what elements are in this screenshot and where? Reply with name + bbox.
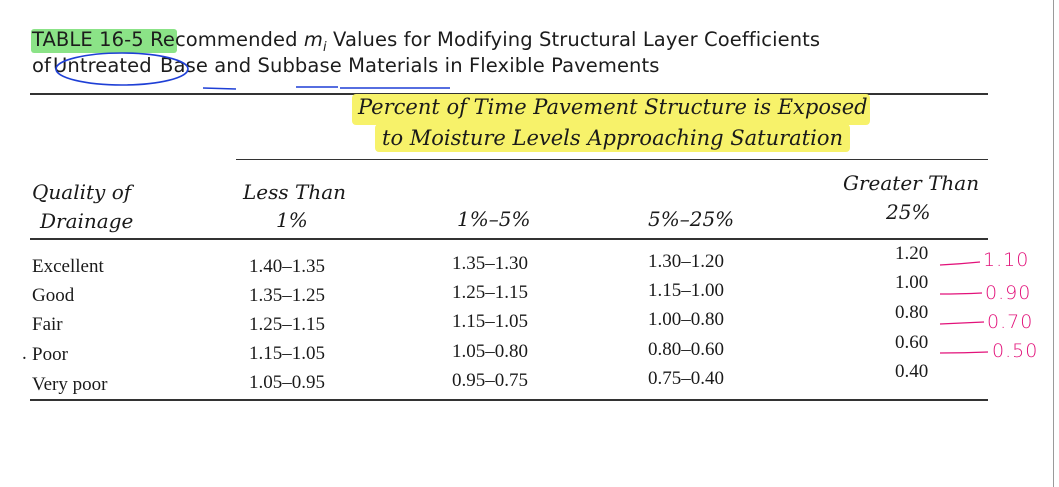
leader-line-3 — [940, 322, 984, 324]
cell-greater-25: 0.40 — [895, 361, 929, 382]
title-rest-text: Base and Subbase Materials in Flexible Pavements — [160, 54, 660, 77]
cell-greater-25: 0.60 — [895, 332, 929, 353]
cell-5-25: 0.80–0.60 — [648, 339, 724, 360]
header-5-25pct: 5%–25% — [648, 207, 735, 231]
title-of-word: of — [32, 54, 51, 77]
header-quality-of: Quality of — [32, 180, 132, 204]
handwritten-value-2: 0.90 — [985, 282, 1032, 304]
row-quality: Good — [32, 285, 75, 306]
cell-less-than-1: 1.35–1.25 — [249, 285, 325, 306]
cell-less-than-1: 1.40–1.35 — [249, 256, 325, 277]
span-header-line-2: to Moisture Levels Approaching Saturation — [382, 126, 843, 150]
leader-line-4 — [940, 352, 988, 353]
header-greater-than: Greater Than — [843, 171, 980, 195]
cell-less-than-1: 1.25–1.15 — [249, 314, 325, 335]
leader-line-2 — [940, 293, 982, 294]
cell-5-25: 1.15–1.00 — [648, 280, 724, 301]
cell-greater-25: 0.80 — [895, 302, 929, 323]
cell-1-5: 1.35–1.30 — [452, 253, 528, 274]
cell-1-5: 1.05–0.80 — [452, 341, 528, 362]
cell-1-5: 0.95–0.75 — [452, 370, 528, 391]
row-quality: Fair — [32, 314, 63, 335]
row-stray-dot: . — [22, 343, 27, 364]
header-drainage: Drainage — [40, 209, 134, 233]
cell-greater-25: 1.20 — [895, 243, 929, 264]
header-1pct: 1% — [276, 208, 308, 232]
handwritten-value-1: 1.10 — [983, 249, 1030, 271]
title-untreated-word: Untreated — [53, 54, 152, 77]
cell-less-than-1: 1.05–0.95 — [249, 372, 325, 393]
handwritten-value-3: 0.70 — [987, 311, 1034, 333]
cell-5-25: 1.30–1.20 — [648, 251, 724, 272]
leader-line-1 — [940, 262, 980, 265]
table-label: TABLE 16-5 — [32, 28, 144, 51]
cell-less-than-1: 1.15–1.05 — [249, 343, 325, 364]
cell-1-5: 1.25–1.15 — [452, 282, 528, 303]
span-header-line-1: Percent of Time Pavement Structure is Exposed — [358, 95, 868, 119]
cell-1-5: 1.15–1.05 — [452, 311, 528, 332]
header-1-5pct: 1%–5% — [457, 207, 531, 231]
header-less-than: Less Than — [243, 180, 347, 204]
cell-5-25: 1.00–0.80 — [648, 309, 724, 330]
cell-5-25: 0.75–0.40 — [648, 368, 724, 389]
row-quality: Poor — [32, 344, 68, 365]
handwritten-value-4: 0.50 — [992, 340, 1039, 362]
row-quality: Excellent — [32, 256, 104, 277]
page-right-edge — [1053, 0, 1054, 487]
cell-greater-25: 1.00 — [895, 272, 929, 293]
header-25pct: 25% — [886, 200, 931, 224]
row-quality: Very poor — [32, 374, 108, 395]
table-title-text: Recommended $m_i$ Values for Modifying Structural Layer Coefficients — [150, 28, 821, 55]
